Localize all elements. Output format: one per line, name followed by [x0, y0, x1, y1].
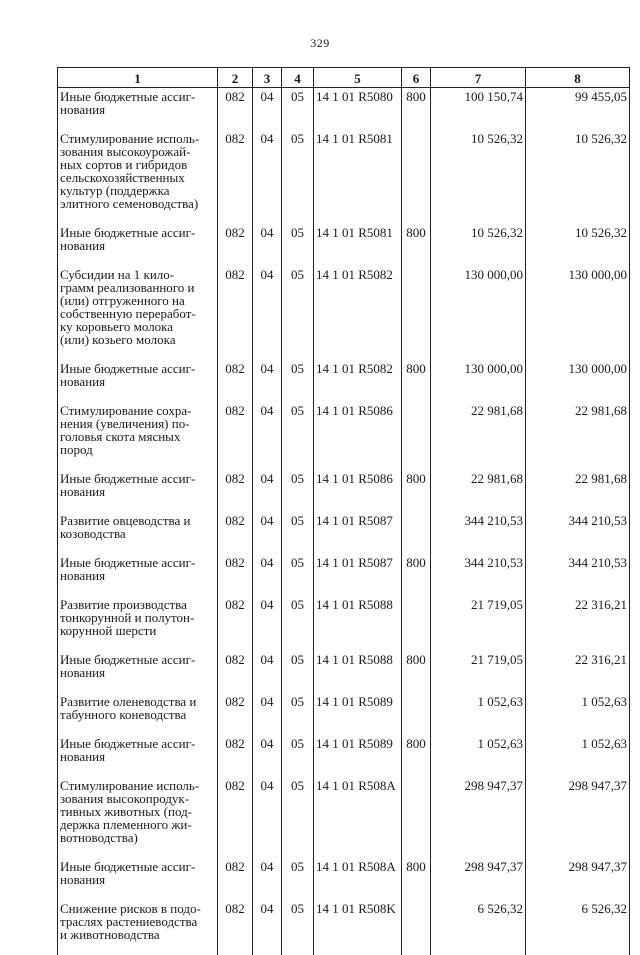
table-row [58, 470, 630, 512]
table-row [58, 360, 630, 402]
page-number: 329 [0, 36, 640, 51]
table-row [58, 554, 630, 596]
row-col-7: 22 981,68 [431, 402, 526, 470]
row-name: Иные бюджетные ассиг- нования [58, 360, 218, 402]
table-row [58, 512, 630, 554]
row-col-8: 298 947,37 [526, 858, 630, 900]
row-name: Иные бюджетные ассиг- нования [58, 651, 218, 693]
row-col-6: 800 [402, 360, 431, 402]
row-name: Субсидии на 1 кило- грамм реализованного и (или) отгруженного на собственную переработ- ку коровьего молока (или) козьего молока [58, 266, 218, 360]
table-row [58, 777, 630, 858]
row-col-8: 1 052,63 [526, 735, 630, 777]
row-name: Снижение рисков в подо- траслях растениеводства и животноводства [58, 900, 218, 955]
row-col-4: 05 [282, 512, 314, 554]
row-col-5: 14 1 01 R5089 [314, 735, 402, 777]
row-col-6 [402, 596, 431, 651]
row-col-4: 05 [282, 130, 314, 224]
row-col-7: 1 052,63 [431, 693, 526, 735]
row-col-8: 344 210,53 [526, 554, 630, 596]
row-col-5: 14 1 01 R5080 [314, 88, 402, 131]
table-row [58, 266, 630, 360]
row-name: Иные бюджетные ассиг- нования [58, 554, 218, 596]
row-col-4: 05 [282, 266, 314, 360]
header-col-3: 3 [253, 68, 282, 88]
row-col-4: 05 [282, 88, 314, 131]
row-col-5: 14 1 01 R5089 [314, 693, 402, 735]
row-col-6 [402, 402, 431, 470]
row-col-8: 130 000,00 [526, 360, 630, 402]
table-row [58, 224, 630, 266]
row-col-4: 05 [282, 470, 314, 512]
row-col-5: 14 1 01 R5088 [314, 596, 402, 651]
table-row [58, 900, 630, 955]
row-col-8: 10 526,32 [526, 130, 630, 224]
row-col-8: 22 316,21 [526, 651, 630, 693]
row-col-4: 05 [282, 402, 314, 470]
row-col-5: 14 1 01 R5086 [314, 402, 402, 470]
row-col-6: 800 [402, 735, 431, 777]
table-row [58, 88, 630, 131]
row-col-7: 344 210,53 [431, 554, 526, 596]
row-col-7: 130 000,00 [431, 360, 526, 402]
table-row [58, 402, 630, 470]
row-col-3: 04 [253, 858, 282, 900]
row-name: Иные бюджетные ассиг- нования [58, 858, 218, 900]
row-col-3: 04 [253, 693, 282, 735]
row-col-6 [402, 512, 431, 554]
row-name: Иные бюджетные ассиг- нования [58, 88, 218, 131]
row-col-5: 14 1 01 R5086 [314, 470, 402, 512]
table-row [58, 651, 630, 693]
row-col-5: 14 1 01 R5082 [314, 360, 402, 402]
table-body [58, 88, 630, 955]
header-col-4: 4 [282, 68, 314, 88]
row-col-6 [402, 777, 431, 858]
row-col-2: 082 [218, 596, 253, 651]
row-col-7: 344 210,53 [431, 512, 526, 554]
row-col-2: 082 [218, 900, 253, 955]
row-col-8: 10 526,32 [526, 224, 630, 266]
table-row [58, 596, 630, 651]
row-col-3: 04 [253, 360, 282, 402]
row-name: Иные бюджетные ассиг- нования [58, 470, 218, 512]
row-col-6: 800 [402, 88, 431, 131]
row-col-2: 082 [218, 693, 253, 735]
row-col-2: 082 [218, 224, 253, 266]
row-col-7: 6 526,32 [431, 900, 526, 955]
row-col-6 [402, 266, 431, 360]
row-col-6: 800 [402, 224, 431, 266]
row-col-7: 21 719,05 [431, 596, 526, 651]
row-col-4: 05 [282, 693, 314, 735]
row-col-7: 10 526,32 [431, 224, 526, 266]
row-col-6 [402, 130, 431, 224]
row-col-5: 14 1 01 R5087 [314, 512, 402, 554]
row-col-7: 298 947,37 [431, 858, 526, 900]
table-row [58, 735, 630, 777]
row-col-4: 05 [282, 858, 314, 900]
row-col-8: 22 981,68 [526, 470, 630, 512]
row-col-6: 800 [402, 858, 431, 900]
row-name: Развитие оленеводства и табунного коневодства [58, 693, 218, 735]
row-name: Стимулирование исполь- зования высокопродук- тивных животных (под- держка племенного жи- вотноводства) [58, 777, 218, 858]
row-name: Стимулирование сохра- нения (увеличения) по- головья скота мясных пород [58, 402, 218, 470]
row-col-7: 130 000,00 [431, 266, 526, 360]
row-col-8: 6 526,32 [526, 900, 630, 955]
row-col-3: 04 [253, 470, 282, 512]
row-name: Иные бюджетные ассиг- нования [58, 735, 218, 777]
row-col-7: 10 526,32 [431, 130, 526, 224]
header-col-5: 5 [314, 68, 402, 88]
row-col-2: 082 [218, 651, 253, 693]
row-col-2: 082 [218, 266, 253, 360]
row-col-8: 130 000,00 [526, 266, 630, 360]
row-col-5: 14 1 01 R5081 [314, 130, 402, 224]
row-col-6 [402, 900, 431, 955]
row-col-3: 04 [253, 224, 282, 266]
row-col-5: 14 1 01 R5088 [314, 651, 402, 693]
row-col-3: 04 [253, 266, 282, 360]
row-col-6 [402, 693, 431, 735]
row-col-3: 04 [253, 900, 282, 955]
row-col-4: 05 [282, 900, 314, 955]
row-col-8: 344 210,53 [526, 512, 630, 554]
row-col-7: 21 719,05 [431, 651, 526, 693]
row-col-3: 04 [253, 512, 282, 554]
row-col-2: 082 [218, 402, 253, 470]
row-col-7: 1 052,63 [431, 735, 526, 777]
row-col-3: 04 [253, 735, 282, 777]
row-name: Развитие овцеводства и козоводства [58, 512, 218, 554]
row-col-7: 22 981,68 [431, 470, 526, 512]
row-col-5: 14 1 01 R508A [314, 777, 402, 858]
row-name: Стимулирование исполь- зования высокоурожай- ных сортов и гибридов сельскохозяйственных культур (поддержка элитного семеноводства) [58, 130, 218, 224]
row-col-8: 1 052,63 [526, 693, 630, 735]
table-row [58, 858, 630, 900]
row-col-2: 082 [218, 360, 253, 402]
row-col-5: 14 1 01 R508K [314, 900, 402, 955]
row-col-5: 14 1 01 R5087 [314, 554, 402, 596]
row-col-5: 14 1 01 R5082 [314, 266, 402, 360]
row-col-3: 04 [253, 88, 282, 131]
row-col-8: 99 455,05 [526, 88, 630, 131]
row-col-3: 04 [253, 130, 282, 224]
table-row [58, 693, 630, 735]
row-col-7: 298 947,37 [431, 777, 526, 858]
row-name: Развитие производства тонкорунной и полутон- корунной шерсти [58, 596, 218, 651]
header-col-8: 8 [526, 68, 630, 88]
row-col-6: 800 [402, 651, 431, 693]
row-col-2: 082 [218, 470, 253, 512]
row-col-7: 100 150,74 [431, 88, 526, 131]
row-col-3: 04 [253, 402, 282, 470]
row-col-4: 05 [282, 777, 314, 858]
row-col-3: 04 [253, 596, 282, 651]
header-row [58, 68, 630, 88]
table-row [58, 130, 630, 224]
row-col-8: 22 316,21 [526, 596, 630, 651]
row-col-4: 05 [282, 360, 314, 402]
row-col-2: 082 [218, 735, 253, 777]
row-col-2: 082 [218, 777, 253, 858]
row-col-2: 082 [218, 554, 253, 596]
row-col-8: 22 981,68 [526, 402, 630, 470]
row-col-4: 05 [282, 224, 314, 266]
row-col-3: 04 [253, 777, 282, 858]
row-col-2: 082 [218, 88, 253, 131]
row-col-5: 14 1 01 R5081 [314, 224, 402, 266]
row-col-5: 14 1 01 R508A [314, 858, 402, 900]
row-col-4: 05 [282, 554, 314, 596]
row-col-3: 04 [253, 554, 282, 596]
row-col-8: 298 947,37 [526, 777, 630, 858]
row-col-3: 04 [253, 651, 282, 693]
header-col-1: 1 [58, 68, 218, 88]
row-col-6: 800 [402, 554, 431, 596]
budget-table [57, 67, 630, 955]
row-col-4: 05 [282, 596, 314, 651]
header-col-2: 2 [218, 68, 253, 88]
row-col-4: 05 [282, 651, 314, 693]
row-name: Иные бюджетные ассиг- нования [58, 224, 218, 266]
row-col-2: 082 [218, 512, 253, 554]
row-col-2: 082 [218, 858, 253, 900]
header-col-6: 6 [402, 68, 431, 88]
header-col-7: 7 [431, 68, 526, 88]
row-col-6: 800 [402, 470, 431, 512]
row-col-2: 082 [218, 130, 253, 224]
row-col-4: 05 [282, 735, 314, 777]
